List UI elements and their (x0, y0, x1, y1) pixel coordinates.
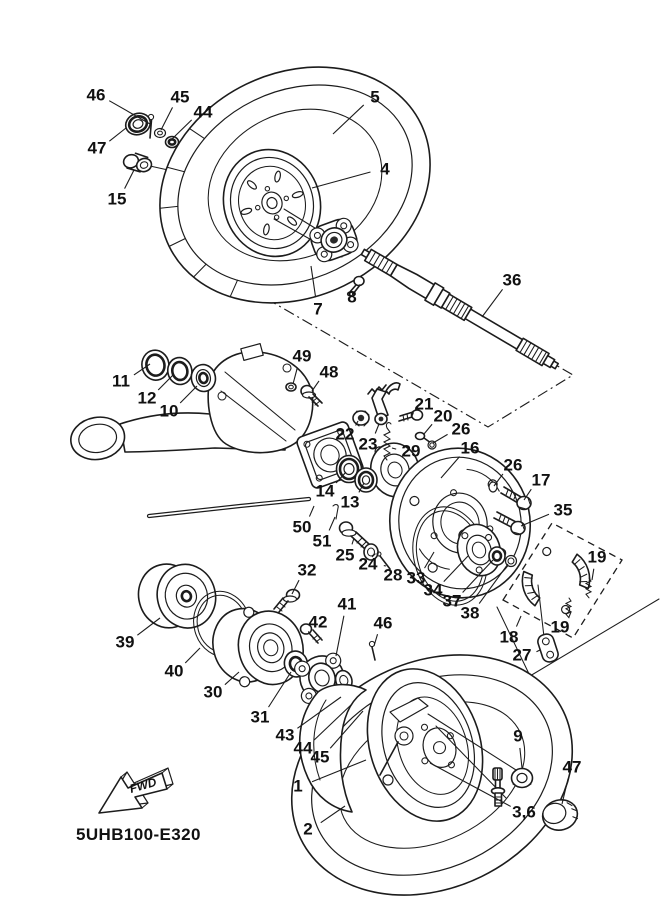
callout-47 (88, 128, 126, 158)
callout-label: 51 (312, 531, 332, 551)
bolt-32 (274, 590, 300, 613)
callout-label: 49 (292, 346, 312, 366)
callout-label: 50 (292, 517, 312, 537)
callout-label: 30 (203, 682, 223, 702)
hub-nut-9 (512, 769, 533, 788)
callout-label: 4 (380, 159, 390, 179)
callout-48 (312, 363, 338, 392)
callout-45 (161, 88, 189, 131)
anchor-plate-27 (536, 632, 560, 664)
callout-label: 17 (531, 470, 551, 490)
leader-line (185, 648, 200, 663)
callout-label: 11 (112, 371, 130, 391)
callout-label: 48 (319, 362, 339, 382)
callout-label: 44 (293, 738, 313, 758)
callout-label: 43 (275, 725, 295, 745)
castle-cap-47 (123, 110, 154, 138)
callout-15 (108, 170, 134, 209)
callout-39 (116, 618, 160, 652)
leader-line (125, 170, 134, 189)
callout-label: 45 (170, 87, 190, 107)
callout-label: 39 (115, 632, 135, 652)
callout-27 (513, 646, 540, 665)
callout-label: 28 (383, 565, 403, 585)
leader-line (424, 424, 432, 434)
brake-drum-39 (131, 553, 222, 639)
bushing-15 (122, 149, 154, 178)
callout-label: 37 (442, 591, 462, 611)
callout-50 (293, 506, 314, 537)
callout-label: 29 (401, 441, 421, 461)
callout-label: 13 (340, 492, 360, 512)
callout-label: 26 (451, 419, 471, 439)
callout-label: 24 (358, 554, 378, 574)
callout-label: 7 (313, 299, 323, 319)
callout-28 (384, 566, 403, 585)
callout-label: 19 (587, 547, 607, 567)
callout-label: 18 (499, 627, 519, 647)
leader-line (109, 128, 126, 141)
callout-40 (165, 648, 200, 681)
callout-label: 20 (433, 406, 453, 426)
callout-label: 15 (107, 189, 127, 209)
leader-line (161, 107, 173, 130)
leader-line (516, 616, 521, 627)
leader-line (180, 386, 197, 403)
leader-line (375, 424, 379, 433)
fwd-arrow (99, 768, 173, 813)
callout-label: 10 (159, 401, 179, 421)
callout-label: 12 (137, 388, 157, 408)
callout-label: 44 (193, 102, 213, 122)
leader-line (137, 618, 160, 635)
callout-label: 41 (337, 594, 357, 614)
part-code: 5UHB100-E320 (76, 825, 201, 844)
callout-label: 25 (335, 545, 355, 565)
leader-line (309, 506, 314, 517)
callout-label: 2 (303, 819, 313, 839)
callout-23 (359, 424, 379, 454)
axle-shaft-36 (358, 243, 562, 374)
callout-30 (204, 672, 239, 702)
callout-label: 5 (370, 87, 380, 107)
callout-label: 14 (315, 481, 335, 501)
callout-label: 16 (460, 438, 480, 458)
callout-46 (87, 86, 150, 125)
washer-45 (155, 129, 166, 138)
pin-51 (333, 505, 338, 519)
callout-label: 46 (373, 613, 393, 633)
callout-label: 3,6 (512, 802, 536, 822)
leader-line (329, 517, 335, 530)
callout-label: 33 (406, 568, 426, 588)
callout-label: 26 (503, 455, 523, 475)
callout-24 (359, 554, 378, 574)
callout-label: 19 (550, 617, 570, 637)
callout-label: 38 (460, 603, 480, 623)
callout-label: 42 (308, 612, 328, 632)
leader-line (536, 650, 540, 652)
callout-32 (292, 561, 316, 595)
callout-label: 1 (293, 776, 303, 796)
nut-22 (353, 411, 369, 426)
leader-line (352, 538, 354, 544)
callout-42 (309, 613, 328, 634)
leader-line (312, 381, 319, 391)
top-wheel (120, 23, 470, 347)
callout-19 (588, 548, 607, 581)
callout-46 (374, 614, 393, 647)
callout-label: 9 (513, 726, 523, 746)
leader-line (374, 634, 378, 646)
callout-label: 36 (502, 270, 522, 290)
callout-label: 46 (86, 85, 106, 105)
callout-label: 21 (414, 394, 434, 414)
callout-label: 35 (553, 500, 573, 520)
callout-18 (500, 616, 521, 647)
leader-line (592, 569, 594, 580)
callout-label: 32 (297, 560, 317, 580)
callout-41 (336, 595, 356, 657)
leader-line (482, 289, 503, 317)
callout-19 (551, 612, 571, 637)
callout-label: 23 (358, 434, 378, 454)
callout-11 (112, 364, 150, 391)
callout-label: 34 (423, 580, 443, 600)
callout-51 (313, 517, 335, 551)
lever-23 (368, 383, 400, 425)
callout-label: 45 (310, 747, 330, 767)
callout-label: 22 (335, 424, 355, 444)
callout-label: 40 (164, 661, 184, 681)
callout-label: 31 (250, 707, 270, 727)
fwd-label: FWD (127, 774, 159, 796)
callout-label: 47 (562, 757, 582, 777)
washer-49 (286, 383, 296, 391)
callout-label: 47 (87, 138, 107, 158)
callout-label: 8 (347, 287, 357, 307)
callout-22 (336, 421, 358, 444)
callout-17 (524, 471, 550, 501)
callout-36 (482, 271, 521, 318)
leader-line (336, 616, 344, 656)
callout-21 (412, 395, 433, 417)
callout-25 (336, 538, 355, 565)
callout-label: 27 (512, 645, 532, 665)
leader-line (433, 434, 448, 443)
